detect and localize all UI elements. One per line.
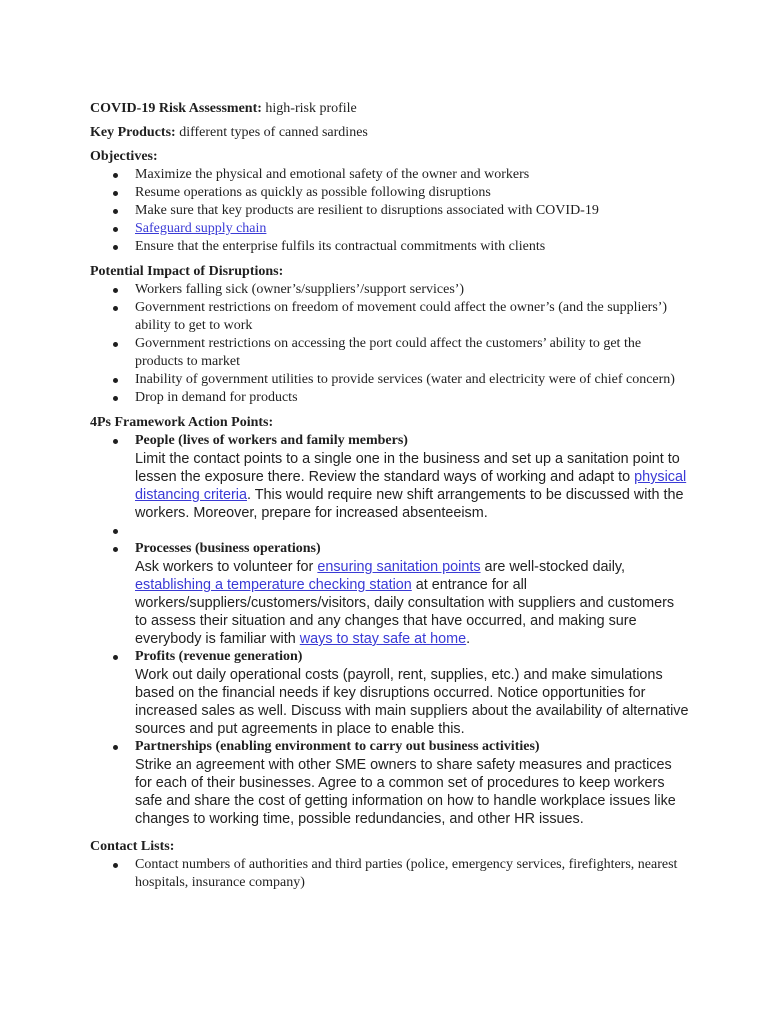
list-item: Workers falling sick (owner’s/suppliers’/support services’) [135, 281, 690, 299]
impact-heading: Potential Impact of Disruptions: [90, 264, 284, 279]
key-products-value: different types of canned sardines [179, 125, 368, 140]
people-title: People (lives of workers and family members) [135, 433, 408, 448]
partnerships-text: Strike an agreement with other SME owners to share safety measures and practices for each of their businesses. Agree to a common set of procedures to keep workers safe and share the cost of getting information on how to handle workplace issues like changes to working time, possible redundancies, and other HR issues. [135, 757, 676, 827]
key-products-line [90, 124, 690, 142]
list-item [135, 220, 690, 238]
sanitation-points-link[interactable]: ensuring sanitation points [317, 559, 481, 575]
framework-item-processes [135, 540, 690, 648]
processes-text: Ask workers to volunteer for ensuring sanitation points are well-stocked daily, establishing a temperature checking station at entrance for all workers/suppliers/customers/visitors, daily consultation with suppliers and customers to assess their situation and any changes that have occurred, and making sure everybody is familiar with ways to stay safe at home. [135, 559, 675, 647]
framework-item-empty [135, 522, 690, 540]
list-item: Contact numbers of authorities and third parties (police, emergency services, firefighters, nearest hospitals, insurance company) [135, 856, 690, 892]
list-item: Government restrictions on freedom of movement could affect the owner’s (and the suppliers’) ability to get to work [135, 299, 690, 335]
list-item: Resume operations as quickly as possible following disruptions [135, 184, 690, 202]
key-products-label: Key Products: [90, 125, 176, 140]
framework-heading: 4Ps Framework Action Points: [90, 415, 274, 430]
risk-assessment-value: high-risk profile [265, 101, 357, 116]
contacts-list [90, 856, 690, 892]
profits-title: Profits (revenue generation) [135, 649, 303, 664]
list-item: Ensure that the enterprise fulfils its contractual commitments with clients [135, 238, 690, 256]
profits-text: Work out daily operational costs (payroll, rent, supplies, etc.) and make simulations based on the financial needs if key disruptions occurred. Notice opportunities for increased sales as well. Discuss with main suppliers about the availability of alternative sources and put agreements in place to enable this. [135, 667, 689, 737]
framework-item-partnerships [135, 738, 690, 828]
partnerships-title: Partnerships (enabling environment to carry out business activities) [135, 739, 540, 754]
stay-safe-at-home-link[interactable]: ways to stay safe at home [299, 631, 467, 647]
list-item: Government restrictions on accessing the port could affect the customers’ ability to get the products to market [135, 335, 690, 371]
safeguard-supply-chain-link[interactable]: Safeguard supply chain [135, 221, 267, 236]
physical-distancing-link[interactable]: physical distancing criteria [135, 469, 687, 503]
list-item: Drop in demand for products [135, 389, 690, 407]
framework-list [90, 432, 690, 828]
impact-list [90, 281, 690, 407]
contacts-heading: Contact Lists: [90, 839, 175, 854]
risk-assessment-label: COVID-19 Risk Assessment: [90, 101, 262, 116]
framework-item-profits [135, 648, 690, 738]
list-item: Inability of government utilities to provide services (water and electricity were of chief concern) [135, 371, 690, 389]
temperature-station-link[interactable]: establishing a temperature checking station [135, 577, 412, 593]
list-item: Maximize the physical and emotional safety of the owner and workers [135, 166, 690, 184]
people-text: Limit the contact points to a single one in the business and set up a sanitation point to lessen the exposure there. Review the standard ways of working and adapt to physical distancing criteria. This would require new shift arrangements to be discussed with the workers. Moreover, prepare for increased absenteeism. [135, 451, 687, 521]
document-page [90, 100, 690, 899]
risk-assessment-line [90, 100, 690, 118]
objectives-heading: Objectives: [90, 149, 158, 164]
framework-item-people [135, 432, 690, 522]
list-item: Make sure that key products are resilient to disruptions associated with COVID-19 [135, 202, 690, 220]
objectives-list [90, 166, 690, 256]
processes-title: Processes (business operations) [135, 541, 321, 556]
